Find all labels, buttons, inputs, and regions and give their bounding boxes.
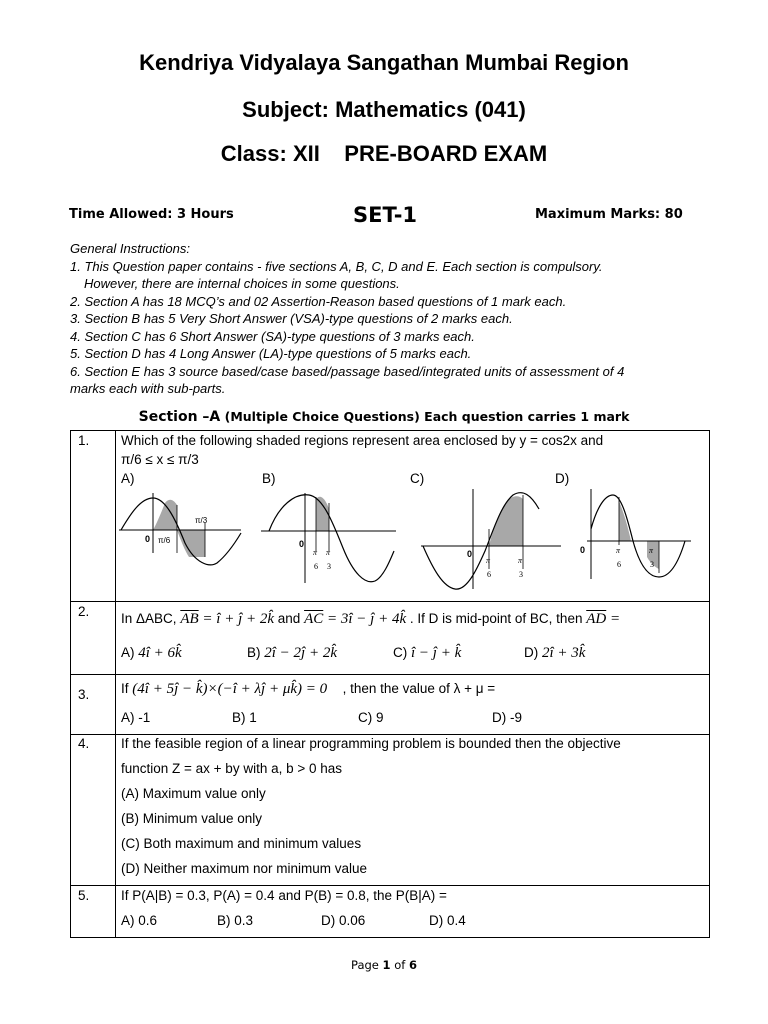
vector-ab-expr: = î + ĵ + 2k̂ [202, 611, 275, 627]
option-label: A) [121, 645, 135, 660]
question-3-text [121, 681, 495, 698]
cos-curve [591, 495, 685, 577]
option-label: B) [247, 645, 261, 660]
question-1-text: Which of the following shaded regions represent area enclosed by y = cos2x and [121, 433, 604, 448]
instruction-line: However, there are internal choices in some questions. [84, 276, 400, 291]
q2-option-d [524, 645, 585, 662]
instructions-heading: General Instructions: [70, 241, 190, 256]
question-5-text: If P(A|B) = 0.3, P(A) = 0.4 and P(B) = 0.8, the P(B|A) = [121, 888, 447, 903]
instruction-line: 5. Section D has 4 Long Answer (LA)-type questions of 5 marks each. [70, 346, 472, 361]
shaded-region [619, 501, 631, 541]
q2-option-c [393, 645, 461, 662]
vector-ac-expr: = 3î − ĵ + 4k̂ [327, 611, 407, 627]
section-a-suffix: (Multiple Choice Questions) Each question carries 1 mark [220, 409, 630, 424]
vector-ad: $\overline{AD}$ [586, 611, 607, 627]
maximum-marks: Maximum Marks: 80 [535, 207, 683, 222]
question-2-text [121, 611, 620, 628]
graph-option-b [261, 493, 396, 593]
question-number: 4. [78, 736, 90, 751]
section-a-prefix: Section –A [138, 409, 221, 425]
instruction-line: 2. Section A has 18 MCQ’s and 02 Assertion-Reason based questions of 1 mark each. [70, 293, 567, 309]
general-instructions [70, 240, 710, 398]
option-d-label: D) [555, 471, 570, 486]
option-value: 2î + 3k̂ [542, 645, 586, 661]
set-label: SET-1 [353, 203, 418, 227]
label-pi: π [616, 546, 621, 555]
label-six: 6 [314, 562, 318, 571]
q4-option-d: (D) Neither maximum nor minimum value [121, 861, 368, 876]
q3-option-d: D) -9 [492, 710, 522, 725]
row-divider [71, 885, 709, 886]
column-divider [115, 431, 116, 937]
q2-and: and [277, 611, 301, 626]
label-pi6: π/6 [158, 536, 171, 545]
q2-prefix: In ΔABC, [121, 611, 177, 626]
option-label: D) [524, 645, 539, 660]
vector-ab: $\overline{AB}$ [180, 611, 199, 627]
q3-option-b: B) 1 [232, 710, 257, 725]
label-three: 3 [327, 562, 331, 571]
option-value: 4î + 6k̂ [138, 645, 182, 661]
instruction-line: 1. This Question paper contains - five sections A, B, C, D and E. Each section is compulsory. [70, 258, 603, 274]
class-title: Class: XII PRE-BOARD EXAM [220, 141, 548, 166]
option-label: C) [393, 645, 408, 660]
instruction-line: marks each with sub-parts. [70, 381, 226, 396]
option-c-label: C) [410, 471, 425, 486]
q3-option-a: A) -1 [121, 710, 151, 725]
row-divider [71, 674, 709, 675]
option-value: î − ĵ + k̂ [411, 645, 462, 661]
q2-post: . If D is mid-point of BC, then [409, 611, 583, 626]
row-divider [71, 734, 709, 735]
q3-expression: (4î + 5ĵ − k̂)×(−î + λĵ + μk̂) = 0⃗ [132, 681, 339, 697]
q3-post: , then the value of λ + μ = [342, 681, 496, 696]
cos-curve [269, 495, 394, 582]
instruction-line: 3. Section B has 5 Very Short Answer (VSA)-type questions of 2 marks each. [70, 311, 513, 326]
label-three: 3 [650, 560, 654, 569]
question-number: 2. [78, 604, 90, 619]
label-zero: 0 [299, 539, 305, 549]
instruction-line: 6. Section E has 3 source based/case based/passage based/integrated units of assessment of 4 [70, 363, 625, 379]
question-4-text: If the feasible region of a linear programming problem is bounded then the objective [121, 736, 621, 751]
subject-title: Subject: Mathematics (041) [242, 97, 526, 122]
vector-ac: $\overline{AC}$ [304, 611, 324, 627]
option-a-label: A) [121, 471, 135, 486]
graph-option-d [567, 489, 691, 589]
label-pi: π [486, 556, 491, 565]
graph-option-a [119, 493, 249, 573]
label-three: 3 [519, 570, 523, 579]
region-title: Kendriya Vidyalaya Sangathan Mumbai Region [139, 50, 629, 75]
label-pi: π [649, 546, 654, 555]
section-a-heading [0, 409, 768, 425]
question-1-range: π/6 ≤ x ≤ π/3 [121, 452, 199, 467]
q2-option-a [121, 645, 182, 662]
label-zero: 0 [145, 534, 151, 544]
row-divider [71, 601, 709, 602]
label-pi: π [313, 548, 318, 557]
option-value: 2î − 2ĵ + 2k̂ [264, 645, 338, 661]
page-total: 6 [408, 958, 417, 972]
q3-prefix: If [121, 681, 129, 696]
q2-eq: = [610, 611, 621, 627]
question-number: 5. [78, 888, 90, 903]
shaded-region [316, 497, 329, 531]
time-allowed: Time Allowed: 3 Hours [69, 207, 234, 222]
instruction-line: 4. Section C has 6 Short Answer (SA)-type questions of 3 marks each. [70, 328, 475, 344]
q5-option-b: B) 0.3 [217, 913, 254, 928]
q4-option-b: (B) Minimum value only [121, 811, 263, 826]
q5-option-a: A) 0.6 [121, 913, 158, 928]
graph-option-c [421, 489, 561, 599]
question-table [70, 430, 710, 938]
q2-option-b [247, 645, 337, 662]
option-b-label: B) [262, 471, 276, 486]
q3-option-c: C) 9 [358, 710, 384, 725]
label-zero: 0 [467, 549, 473, 559]
of-word: of [390, 958, 409, 972]
label-six: 6 [617, 560, 621, 569]
q5-option-c: D) 0.06 [321, 913, 366, 928]
label-pi3: π/3 [195, 516, 208, 525]
page-footer [0, 958, 768, 972]
label-six: 6 [487, 570, 491, 579]
q5-option-d: D) 0.4 [429, 913, 466, 928]
question-4-text-2: function Z = ax + by with a, b > 0 has [121, 761, 343, 776]
question-number: 3. [78, 687, 90, 702]
q4-option-c: (C) Both maximum and minimum values [121, 836, 362, 851]
page-number: 1 [382, 958, 391, 972]
question-number: 1. [78, 433, 90, 448]
label-pi: π [326, 548, 331, 557]
label-pi: π [518, 556, 523, 565]
q4-option-a: (A) Maximum value only [121, 786, 266, 801]
label-zero: 0 [580, 545, 586, 555]
page-word: Page [351, 958, 383, 972]
